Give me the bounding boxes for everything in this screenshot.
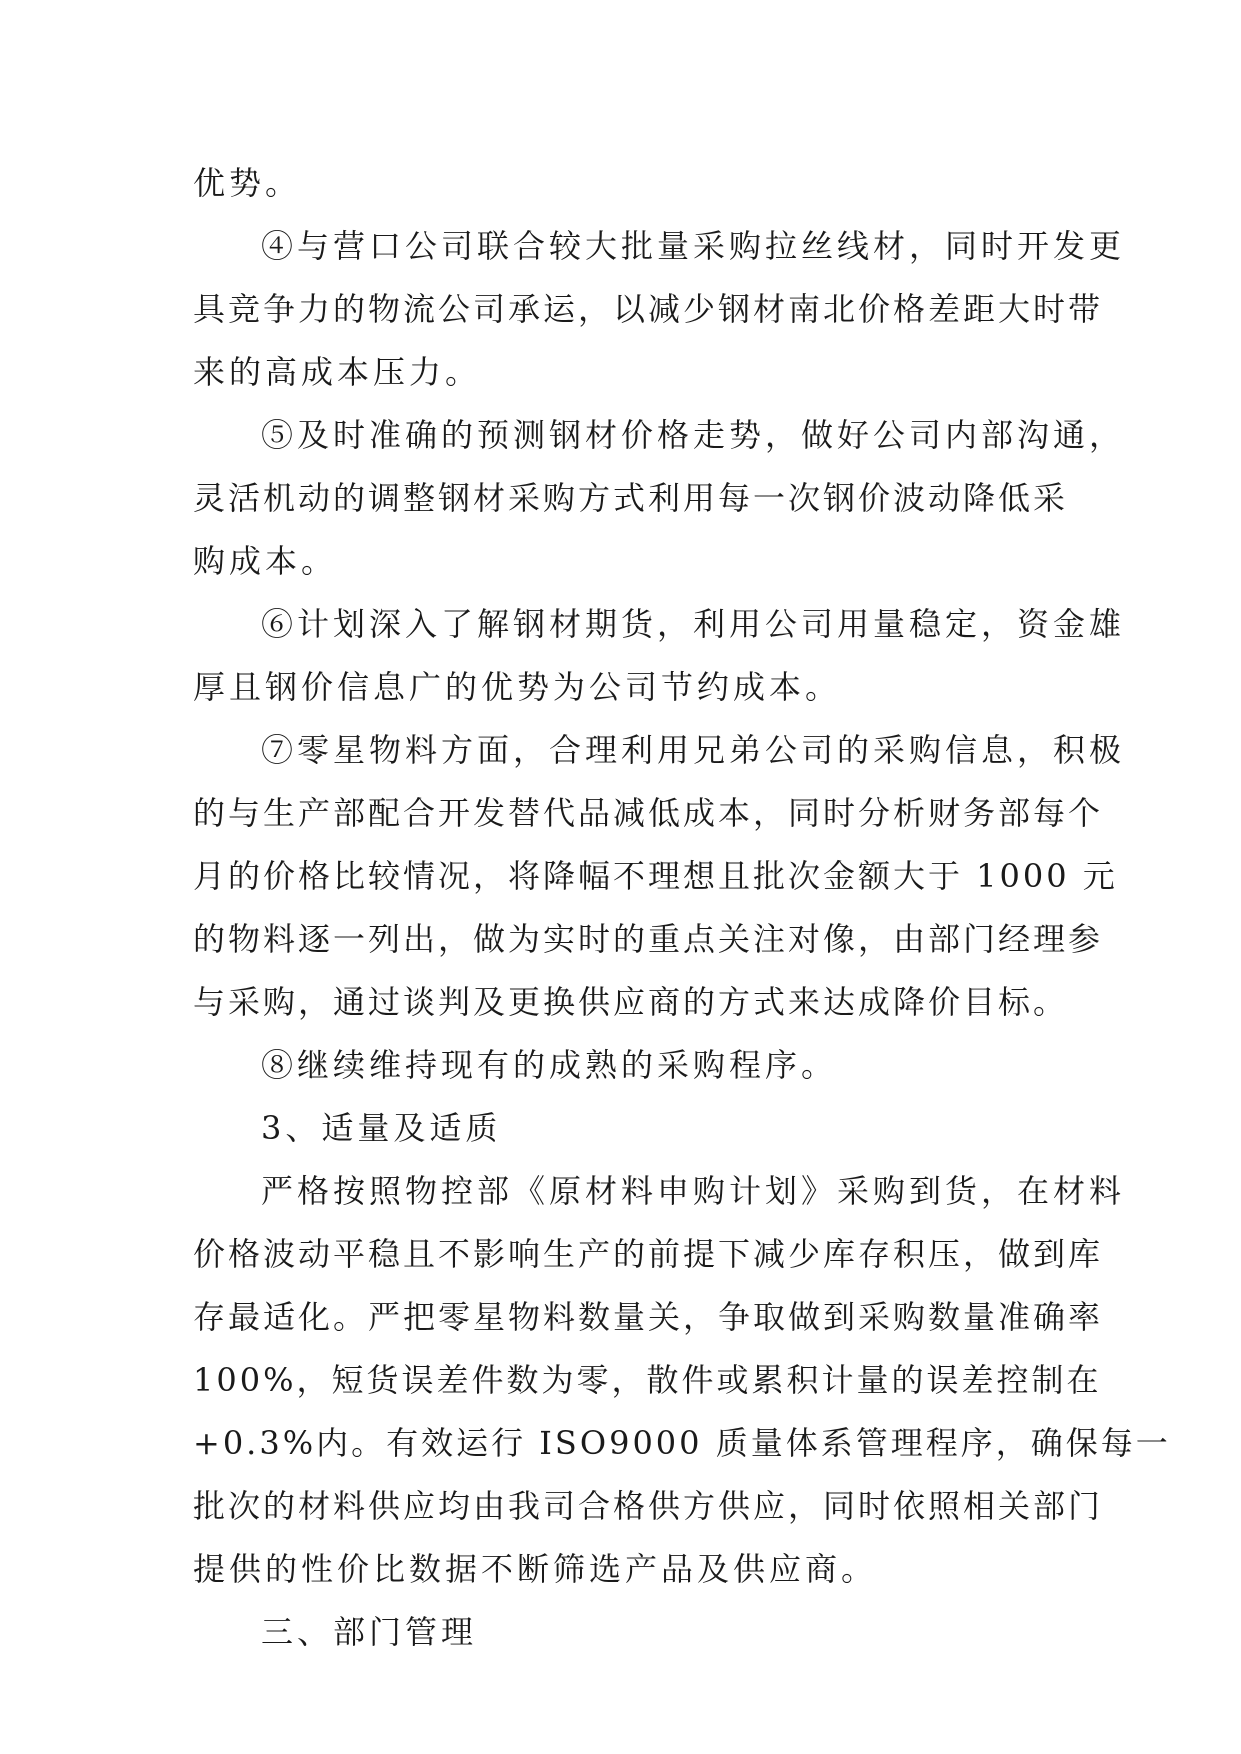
text-line: 厚且钢价信息广的优势为公司节约成本。: [193, 668, 842, 706]
text-line: +0.3%内。有效运行 ISO9000 质量体系管理程序，确保每一: [193, 1424, 1171, 1462]
text-line: 价格波动平稳且不影响生产的前提下减少库存积压，做到库: [193, 1235, 1104, 1273]
text-line: 月的价格比较情况，将降幅不理想且批次金额大于 1000 元: [193, 857, 1118, 895]
text-line: 的与生产部配合开发替代品减低成本，同时分析财务部每个: [193, 794, 1104, 832]
text-line: ⑦零星物料方面，合理利用兄弟公司的采购信息，积极: [261, 731, 1126, 769]
text-line: 严格按照物控部《原材料申购计划》采购到货，在材料: [261, 1172, 1126, 1210]
text-line: 优势。: [193, 164, 302, 202]
text-line: ⑥计划深入了解钢材期货，利用公司用量稳定，资金雄: [261, 605, 1126, 643]
document-body: [193, 152, 1171, 1664]
text-line: 存最适化。严把零星物料数量关，争取做到采购数量准确率: [193, 1298, 1104, 1336]
text-line: 来的高成本压力。: [193, 353, 482, 391]
section-heading: 三、部门管理: [261, 1613, 478, 1651]
text-line: ⑧继续维持现有的成熟的采购程序。: [261, 1046, 838, 1084]
text-line: 批次的材料供应均由我司合格供方供应，同时依照相关部门: [193, 1487, 1104, 1525]
text-line: 与采购，通过谈判及更换供应商的方式来达成降价目标。: [193, 983, 1069, 1021]
text-line: 购成本。: [193, 542, 338, 580]
text-line: 灵活机动的调整钢材采购方式利用每一次钢价波动降低采: [193, 479, 1069, 517]
text-line: 具竞争力的物流公司承运，以减少钢材南北价格差距大时带: [193, 290, 1104, 328]
text-line: 的物料逐一列出，做为实时的重点关注对像，由部门经理参: [193, 920, 1104, 958]
text-line: ④与营口公司联合较大批量采购拉丝线材，同时开发更: [261, 227, 1126, 265]
text-line: ⑤及时准确的预测钢材价格走势，做好公司内部沟通，: [261, 416, 1126, 454]
text-line: 100%，短货误差件数为零，散件或累积计量的误差控制在: [193, 1361, 1102, 1399]
section-heading: 3、适量及适质: [261, 1109, 502, 1147]
text-line: 提供的性价比数据不断筛选产品及供应商。: [193, 1550, 878, 1588]
